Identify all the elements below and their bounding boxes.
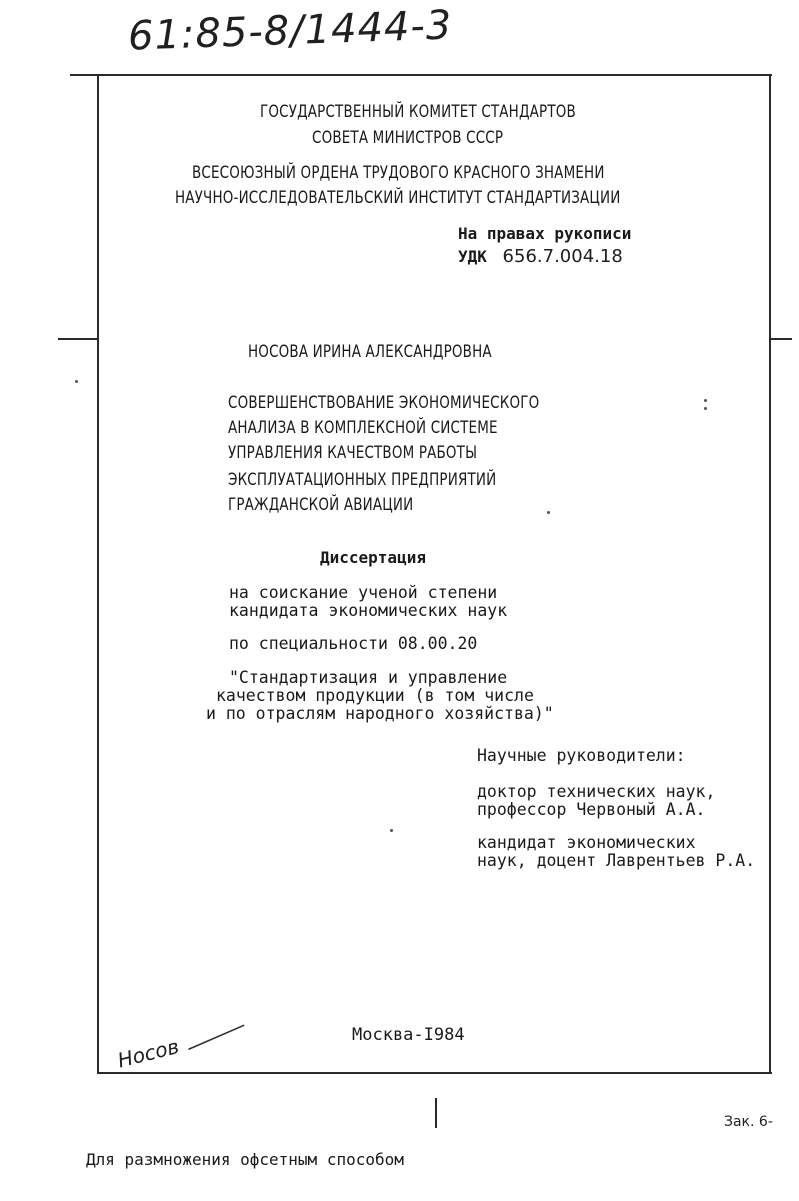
- signature: [115, 1016, 255, 1073]
- specialty-name-3: и по отраслям народного хозяйства)": [206, 704, 554, 723]
- header-institute: НАУЧНО-ИССЛЕДОВАТЕЛЬСКИЙ ИНСТИТУТ СТАНДАРТИЗАЦИИ: [175, 188, 621, 208]
- degree-line-2: кандидата экономических наук: [229, 601, 508, 620]
- udk-value: 656.7.004.18: [502, 246, 623, 267]
- title-line-5: ГРАЖДАНСКОЙ АВИАЦИИ: [228, 495, 414, 515]
- frame-right-line: [769, 74, 771, 1074]
- supervisor-1-line-1: доктор технических наук,: [477, 782, 716, 801]
- title-line-2: АНАЛИЗА В КОМПЛЕКСНОЙ СИСТЕМЕ: [228, 418, 498, 438]
- footer-note: Для размножения офсетным способом: [86, 1150, 404, 1169]
- frame-top-line: [70, 74, 772, 76]
- udk-line: [458, 246, 623, 267]
- rights-label: На правах рукописи: [458, 224, 632, 243]
- degree-line-1: на соискание ученой степени: [229, 583, 498, 602]
- specialty-name-2: качеством продукции (в том числе: [216, 686, 534, 705]
- scan-speck: [390, 829, 393, 832]
- title-line-1: СОВЕРШЕНСТВОВАНИЕ ЭКОНОМИЧЕСКОГО: [228, 393, 540, 413]
- header-council: СОВЕТА МИНИСТРОВ СССР: [312, 128, 504, 148]
- title-line-4: ЭКСПЛУАТАЦИОННЫХ ПРЕДПРИЯТИЙ: [228, 470, 497, 490]
- specialty-code: по специальности 08.00.20: [229, 634, 478, 653]
- fold-tick-left: [58, 338, 98, 340]
- archive-code: 61:85-8/1444-3: [127, 2, 454, 60]
- udk-label: УДК: [458, 247, 487, 266]
- signature-stroke: [183, 1019, 256, 1055]
- header-committee: ГОСУДАРСТВЕННЫЙ КОМИТЕТ СТАНДАРТОВ: [260, 102, 576, 122]
- fold-tick-right: [770, 338, 792, 340]
- order-note: Зак. 6-: [724, 1114, 773, 1130]
- doc-type: Диссертация: [320, 548, 426, 567]
- frame-left-line: [97, 74, 99, 1074]
- header-order: ВСЕСОЮЗНЫЙ ОРДЕНА ТРУДОВОГО КРАСНОГО ЗНАМЕНИ: [192, 163, 605, 183]
- signature-text: Носов: [115, 1034, 182, 1073]
- supervisor-2-line-1: кандидат экономических: [477, 833, 696, 852]
- frame-bottom-line: [97, 1072, 772, 1074]
- fold-mark: [435, 1098, 437, 1128]
- title-line-3: УПРАВЛЕНИЯ КАЧЕСТВОМ РАБОТЫ: [228, 443, 478, 463]
- supervisor-1-line-2: профессор Червоный А.А.: [477, 800, 706, 819]
- author-name: НОСОВА ИРИНА АЛЕКСАНДРОВНА: [248, 342, 492, 362]
- scan-speck: [704, 399, 707, 402]
- scan-speck: [75, 380, 78, 383]
- supervisors-label: Научные руководители:: [477, 746, 686, 765]
- scan-speck: [704, 407, 707, 410]
- supervisor-2-line-2: наук, доцент Лаврентьев Р.А.: [477, 851, 756, 870]
- scan-speck: [547, 511, 550, 514]
- specialty-name-1: "Стандартизация и управление: [229, 668, 508, 687]
- city-year: Москва-I984: [352, 1025, 465, 1045]
